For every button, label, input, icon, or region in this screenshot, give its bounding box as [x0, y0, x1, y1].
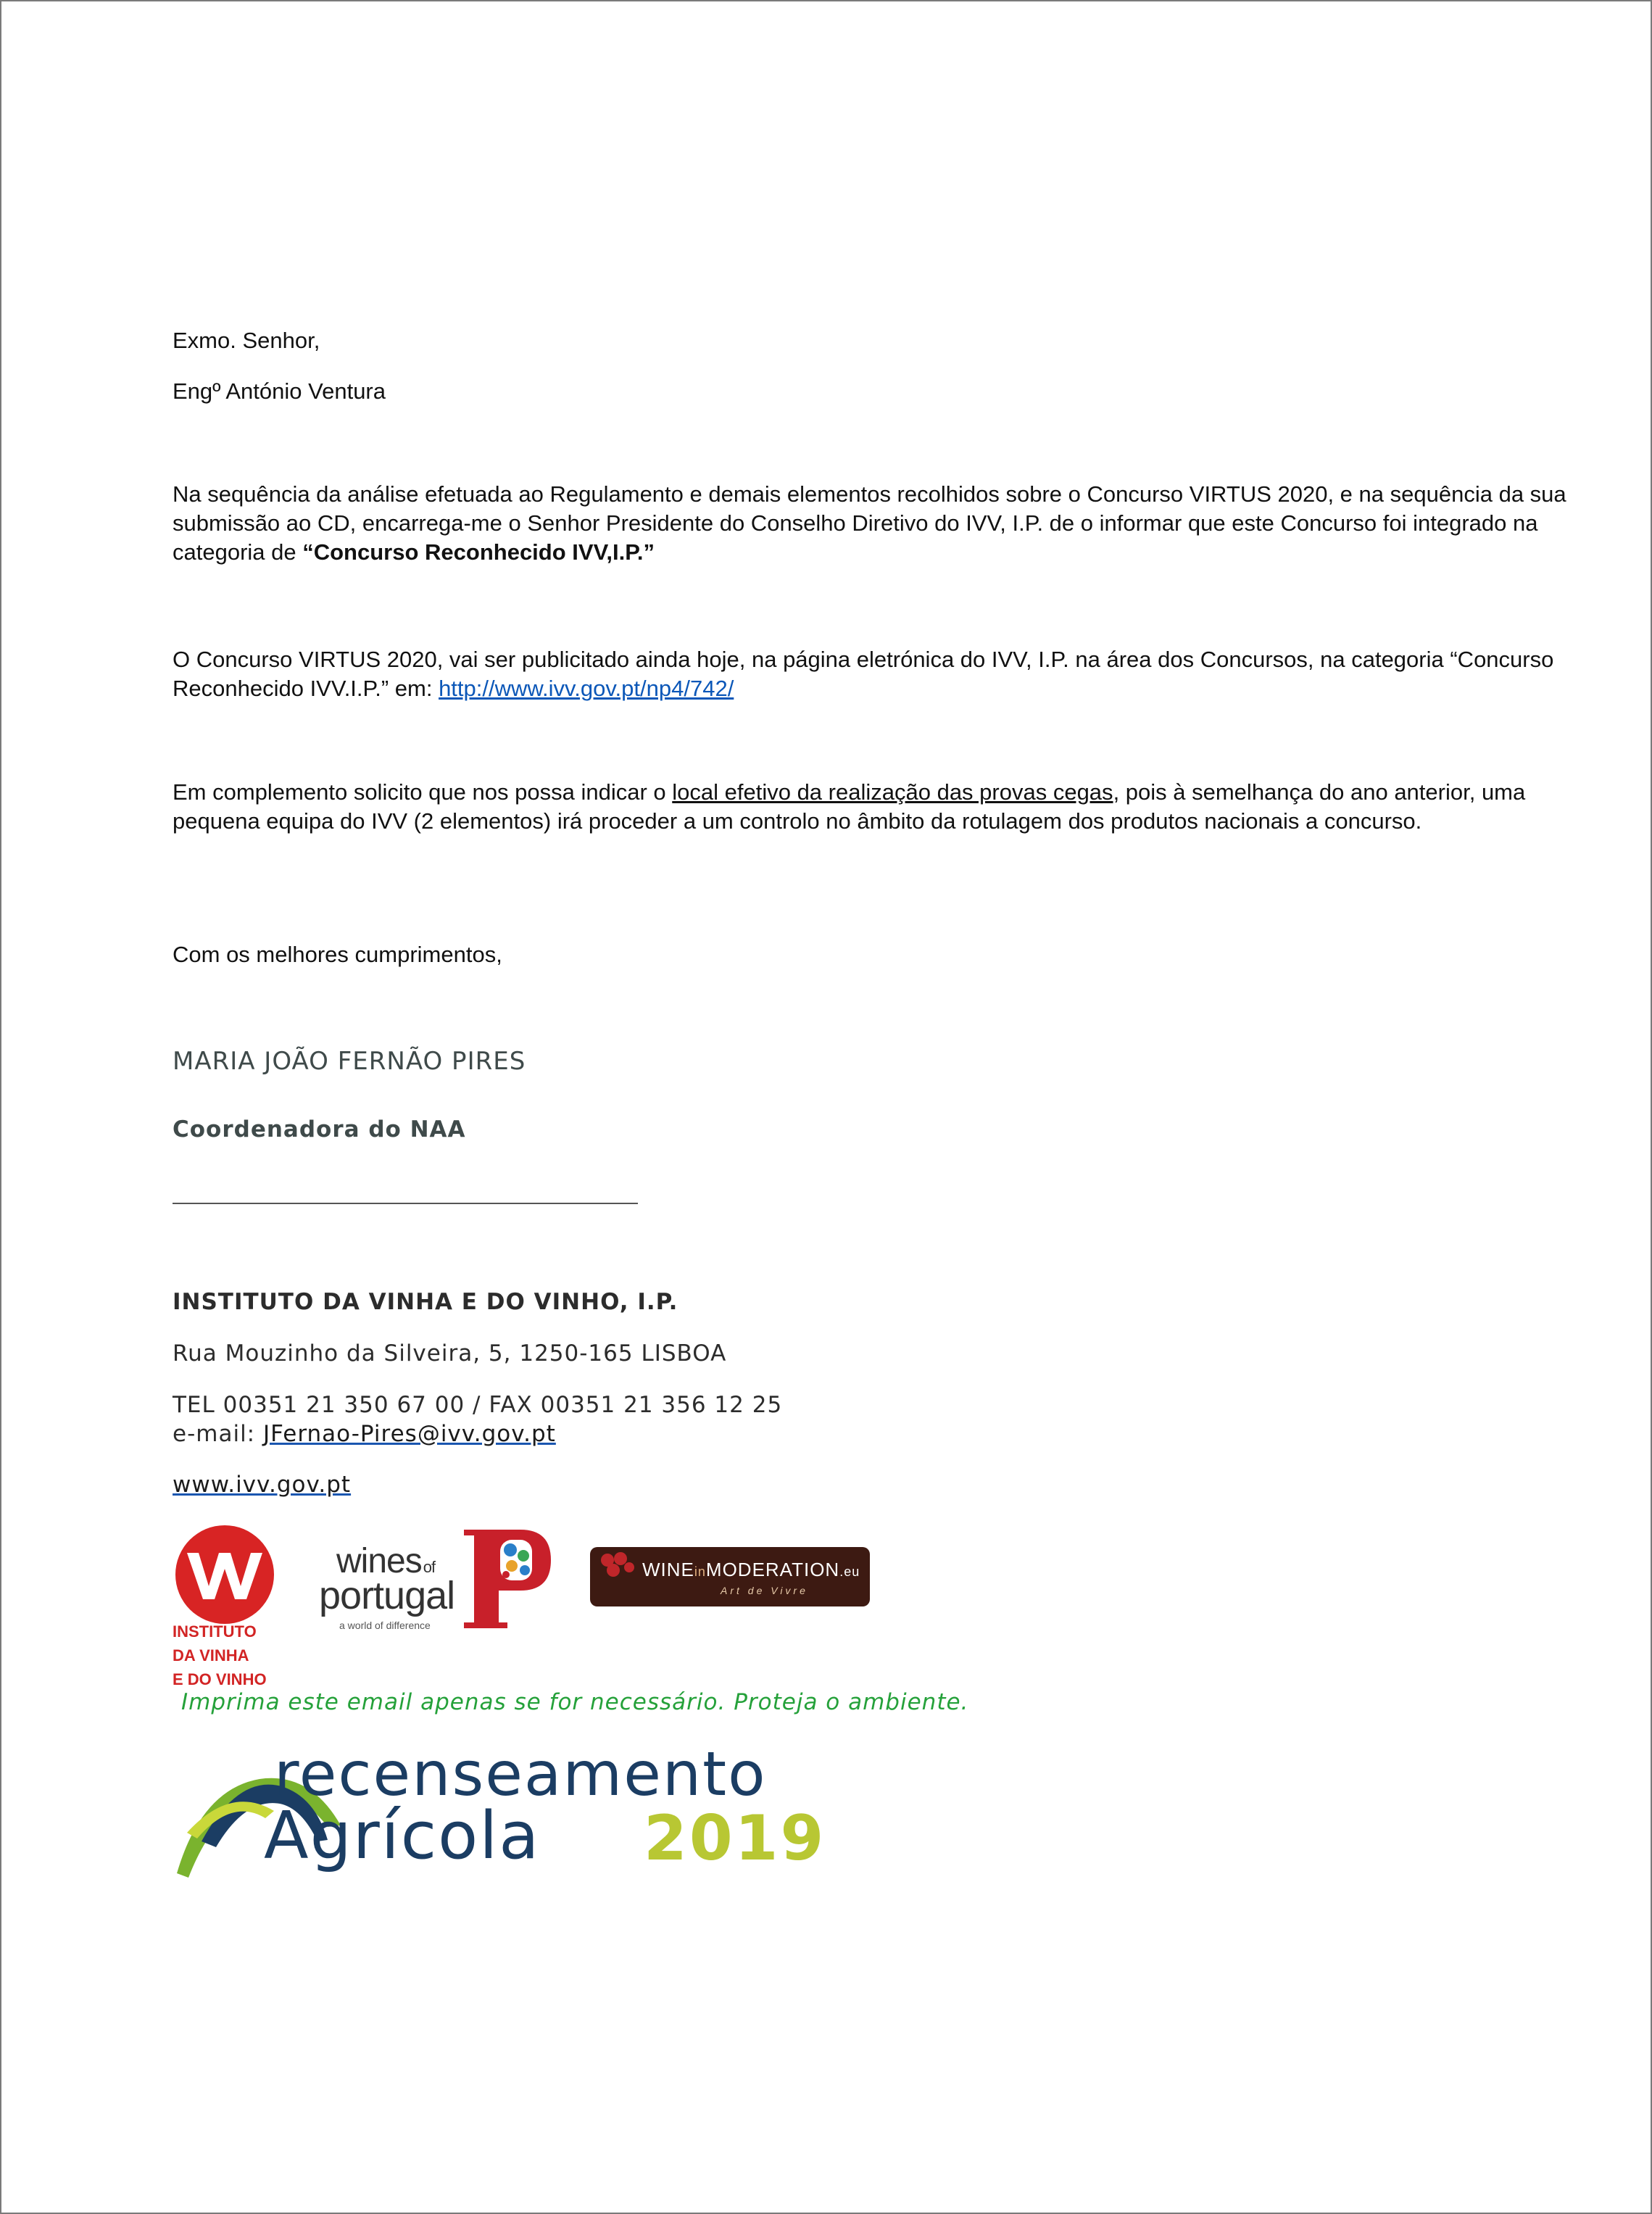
- org-name: INSTITUTO DA VINHA E DO VINHO, I.P.: [173, 1289, 678, 1315]
- grape-icon: [597, 1550, 641, 1586]
- agricola-word: Agrícola: [264, 1798, 541, 1874]
- ivv-contest-link[interactable]: http://www.ivv.gov.pt/np4/742/: [439, 676, 734, 701]
- paragraph-text: , pois à semelhança do ano anterior, uma pequena equipa do IVV (2 elementos) irá proceder a um controlo no âmbito da rotulagem dos produtos nacionais a concurso.: [173, 779, 1526, 834]
- paragraph-publication: [173, 645, 1593, 703]
- eco-message: Imprima este email apenas se for necessário. Proteja o ambiente.: [181, 1689, 969, 1715]
- paragraph-text: Na sequência da análise efetuada ao Regulamento e demais elementos recolhidos sobre o Concurso VIRTUS 2020, e na sequência da sua submissão ao CD, encarrega-me o Senhor Presidente do Conselho Diretivo do IVV, I.P. de o informar que este Concurso foi integrado na categoria de: [173, 481, 1566, 565]
- ivv-logo: [173, 1524, 289, 1691]
- wines-of-portugal-logo: [316, 1524, 555, 1640]
- signature-role: Coordenadora do NAA: [173, 1116, 466, 1143]
- ivv-logo-line: E DO VINHO: [173, 1670, 267, 1688]
- wim-word-eu: .eu: [839, 1564, 860, 1579]
- wines-of-word: of: [423, 1558, 436, 1576]
- org-email-line: [173, 1421, 556, 1447]
- org-website-line: [173, 1472, 351, 1498]
- org-address: Rua Mouzinho da Silveira, 5, 1250-165 LISBOA: [173, 1340, 727, 1367]
- recenseamento-agricola-logo: [173, 1738, 839, 1883]
- email-link[interactable]: JFernao-Pires@ivv.gov.pt: [262, 1421, 556, 1447]
- wim-subtitle: Art de Vivre: [721, 1585, 808, 1596]
- ivv-logo-line: INSTITUTO: [173, 1622, 257, 1641]
- paragraph-text: Em complemento solicito que nos possa indicar o: [173, 779, 673, 805]
- email-label: e-mail:: [173, 1421, 263, 1447]
- ivv-logo-line: DA VINHA: [173, 1646, 249, 1664]
- signature-separator: [173, 1203, 638, 1204]
- website-link[interactable]: www.ivv.gov.pt: [173, 1472, 352, 1498]
- wim-word-wine: WINE: [642, 1559, 694, 1580]
- wine-in-moderation-logo: [590, 1547, 870, 1606]
- ivv-emblem-icon: [174, 1524, 275, 1625]
- salutation: Exmo. Senhor,: [173, 328, 320, 353]
- portugal-p-icon: [454, 1524, 555, 1633]
- wines-word: wines: [336, 1542, 422, 1580]
- org-phone-fax: TEL 00351 21 350 67 00 / FAX 00351 21 356 12 25: [173, 1392, 783, 1418]
- portugal-word: portugal: [319, 1574, 455, 1617]
- wim-main-text: [642, 1559, 860, 1581]
- category-name: “Concurso Reconhecido IVV,I.P.”: [302, 539, 655, 565]
- wim-word-in: in: [694, 1564, 706, 1579]
- wines-tagline: a world of difference: [339, 1620, 431, 1631]
- recenseamento-word: recenseamento: [274, 1738, 767, 1809]
- blind-tasting-location: local efetivo da realização das provas cegas: [672, 779, 1113, 805]
- signature-name: MARIA JOÃO FERNÃO PIRES: [173, 1047, 526, 1076]
- paragraph-request: [173, 778, 1593, 836]
- census-year: 2019: [644, 1802, 826, 1875]
- wim-word-moderation: MODERATION: [705, 1559, 840, 1580]
- paragraph-contest-recognition: [173, 480, 1593, 567]
- paragraph-text: O Concurso VIRTUS 2020, vai ser publicitado ainda hoje, na página eletrónica do IVV, I.P. na área dos Concursos, na categoria “Concurso Reconhecido IVV.I.P.” em:: [173, 647, 1554, 701]
- closing-text: Com os melhores cumprimentos,: [173, 942, 502, 967]
- recipient-name: Engº António Ventura: [173, 378, 386, 404]
